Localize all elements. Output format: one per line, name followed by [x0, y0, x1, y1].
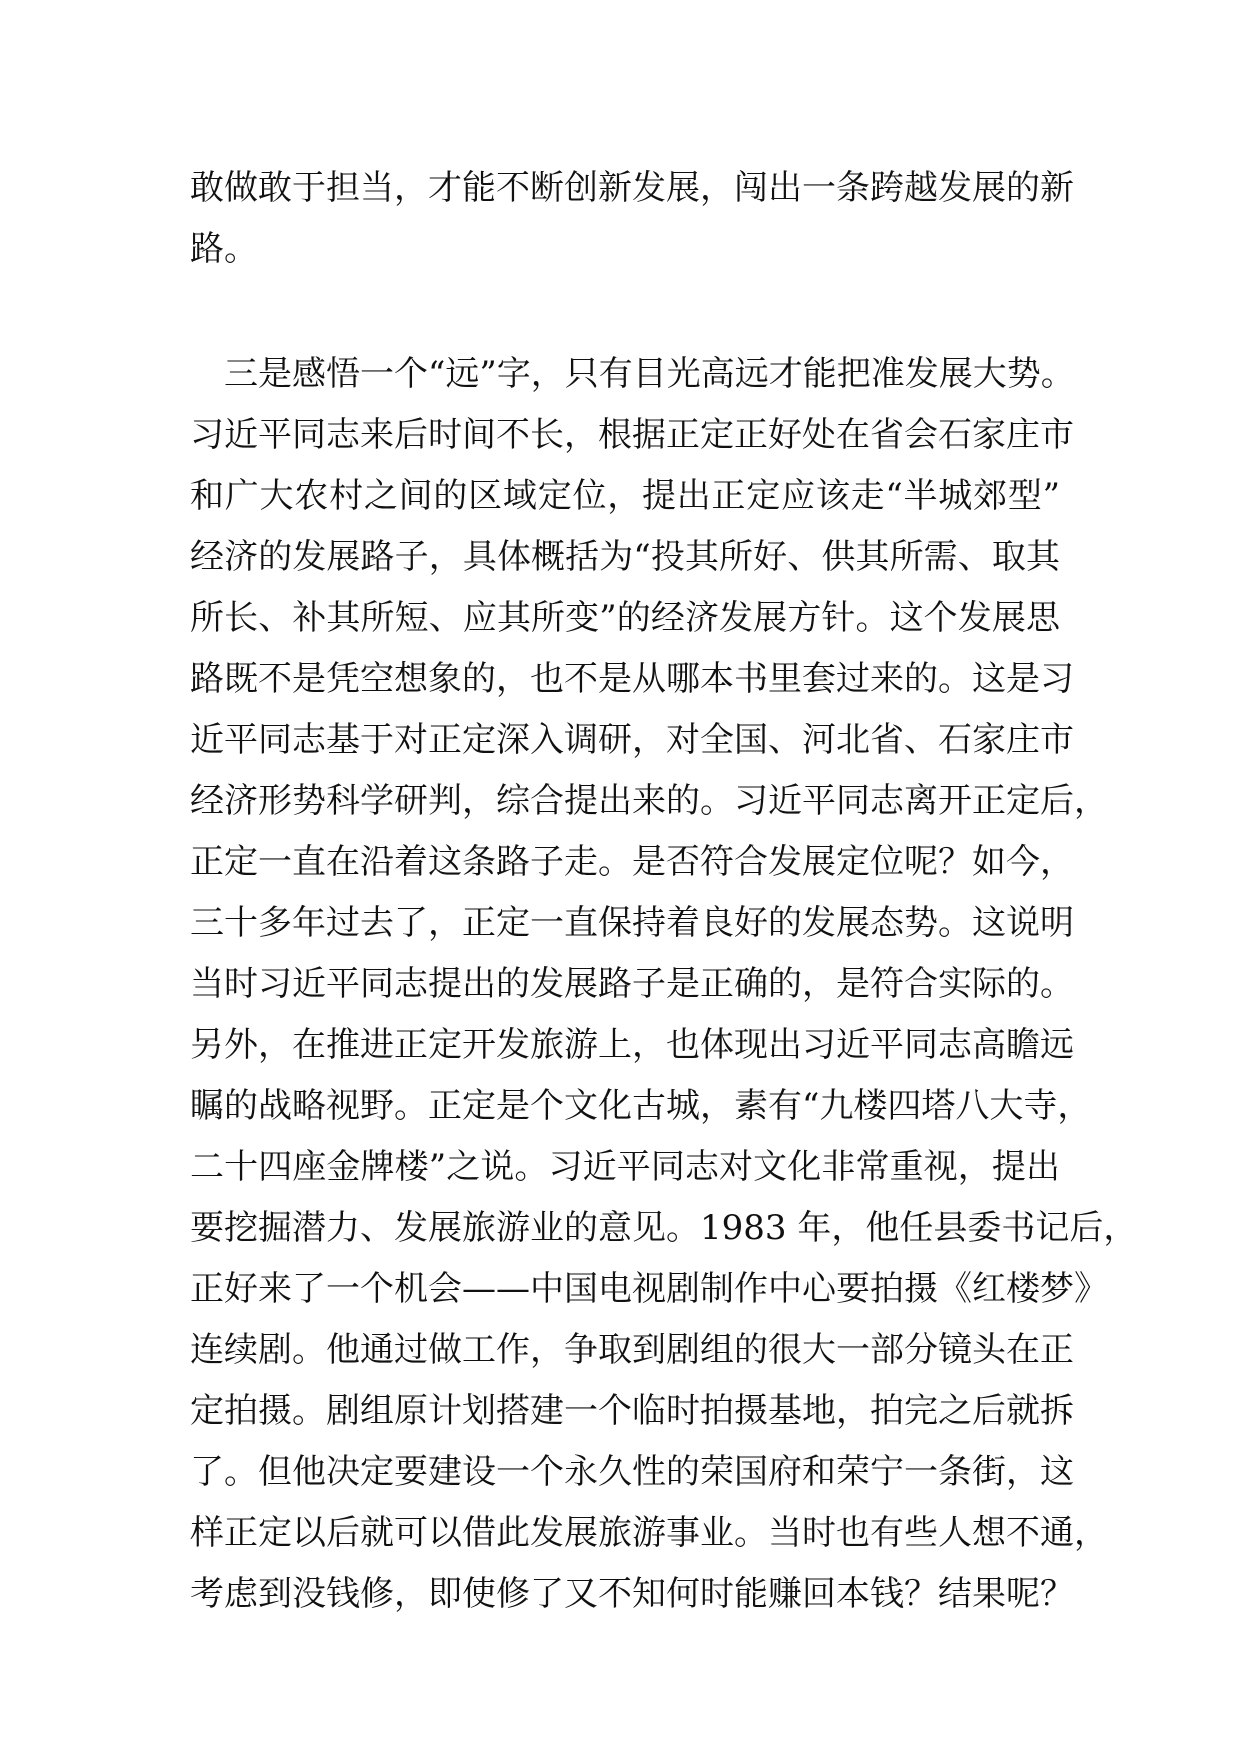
paragraph-line: 二十四座金牌楼”之说。习近平同志对文化非常重视，提出	[190, 1147, 1060, 1187]
paragraph-line: 了。但他决定要建设一个永久性的荣国府和荣宁一条街，这	[190, 1452, 1074, 1492]
paragraph-line: 敢做敢于担当，才能不断创新发展，闯出一条跨越发展的新	[190, 168, 1074, 208]
paragraph-line: 样正定以后就可以借此发展旅游事业。当时也有些人想不通，	[190, 1513, 1108, 1553]
paragraph-line: 瞩的战略视野。正定是个文化古城，素有“九楼四塔八大寺，	[190, 1086, 1092, 1126]
paragraph-line: 连续剧。他通过做工作，争取到剧组的很大一部分镜头在正	[190, 1330, 1074, 1370]
paragraph-1	[190, 158, 1074, 280]
paragraph-line: 考虑到没钱修，即使修了又不知何时能赚回本钱？结果呢？	[190, 1574, 1074, 1614]
paragraph-2	[190, 344, 1138, 1625]
paragraph-line: 习近平同志来后时间不长，根据正定正好处在省会石家庄市	[190, 415, 1074, 455]
paragraph-line: 近平同志基于对正定深入调研，对全国、河北省、石家庄市	[190, 720, 1074, 760]
paragraph-line: 另外，在推进正定开发旅游上，也体现出习近平同志高瞻远	[190, 1025, 1074, 1065]
paragraph-line: 要挖掘潜力、发展旅游业的意见。1983 年，他任县委书记后，	[190, 1208, 1138, 1248]
paragraph-line: 正好来了一个机会——中国电视剧制作中心要拍摄《红楼梦》	[190, 1269, 1108, 1309]
paragraph-line: 经济的发展路子，具体概括为“投其所好、供其所需、取其	[190, 537, 1060, 577]
paragraph-line: 路既不是凭空想象的，也不是从哪本书里套过来的。这是习	[190, 659, 1074, 699]
paragraph-line: 和广大农村之间的区域定位，提出正定应该走“半城郊型”	[190, 476, 1060, 516]
paragraph-line: 路。	[190, 229, 258, 269]
paragraph-line: 定拍摄。剧组原计划搭建一个临时拍摄基地，拍完之后就拆	[190, 1391, 1074, 1431]
paragraph-line: 正定一直在沿着这条路子走。是否符合发展定位呢？如今，	[190, 842, 1074, 882]
paragraph-line: 所长、补其所短、应其所变”的经济发展方针。这个发展思	[190, 598, 1060, 638]
paragraph-line: 当时习近平同志提出的发展路子是正确的，是符合实际的。	[190, 964, 1074, 1004]
paragraph-first-line: 三是感悟一个“远”字，只有目光高远才能把准发展大势。	[224, 354, 1075, 394]
paragraph-line: 经济形势科学研判，综合提出来的。习近平同志离开正定后，	[190, 781, 1108, 821]
paragraph-line: 三十多年过去了，正定一直保持着良好的发展态势。这说明	[190, 903, 1074, 943]
